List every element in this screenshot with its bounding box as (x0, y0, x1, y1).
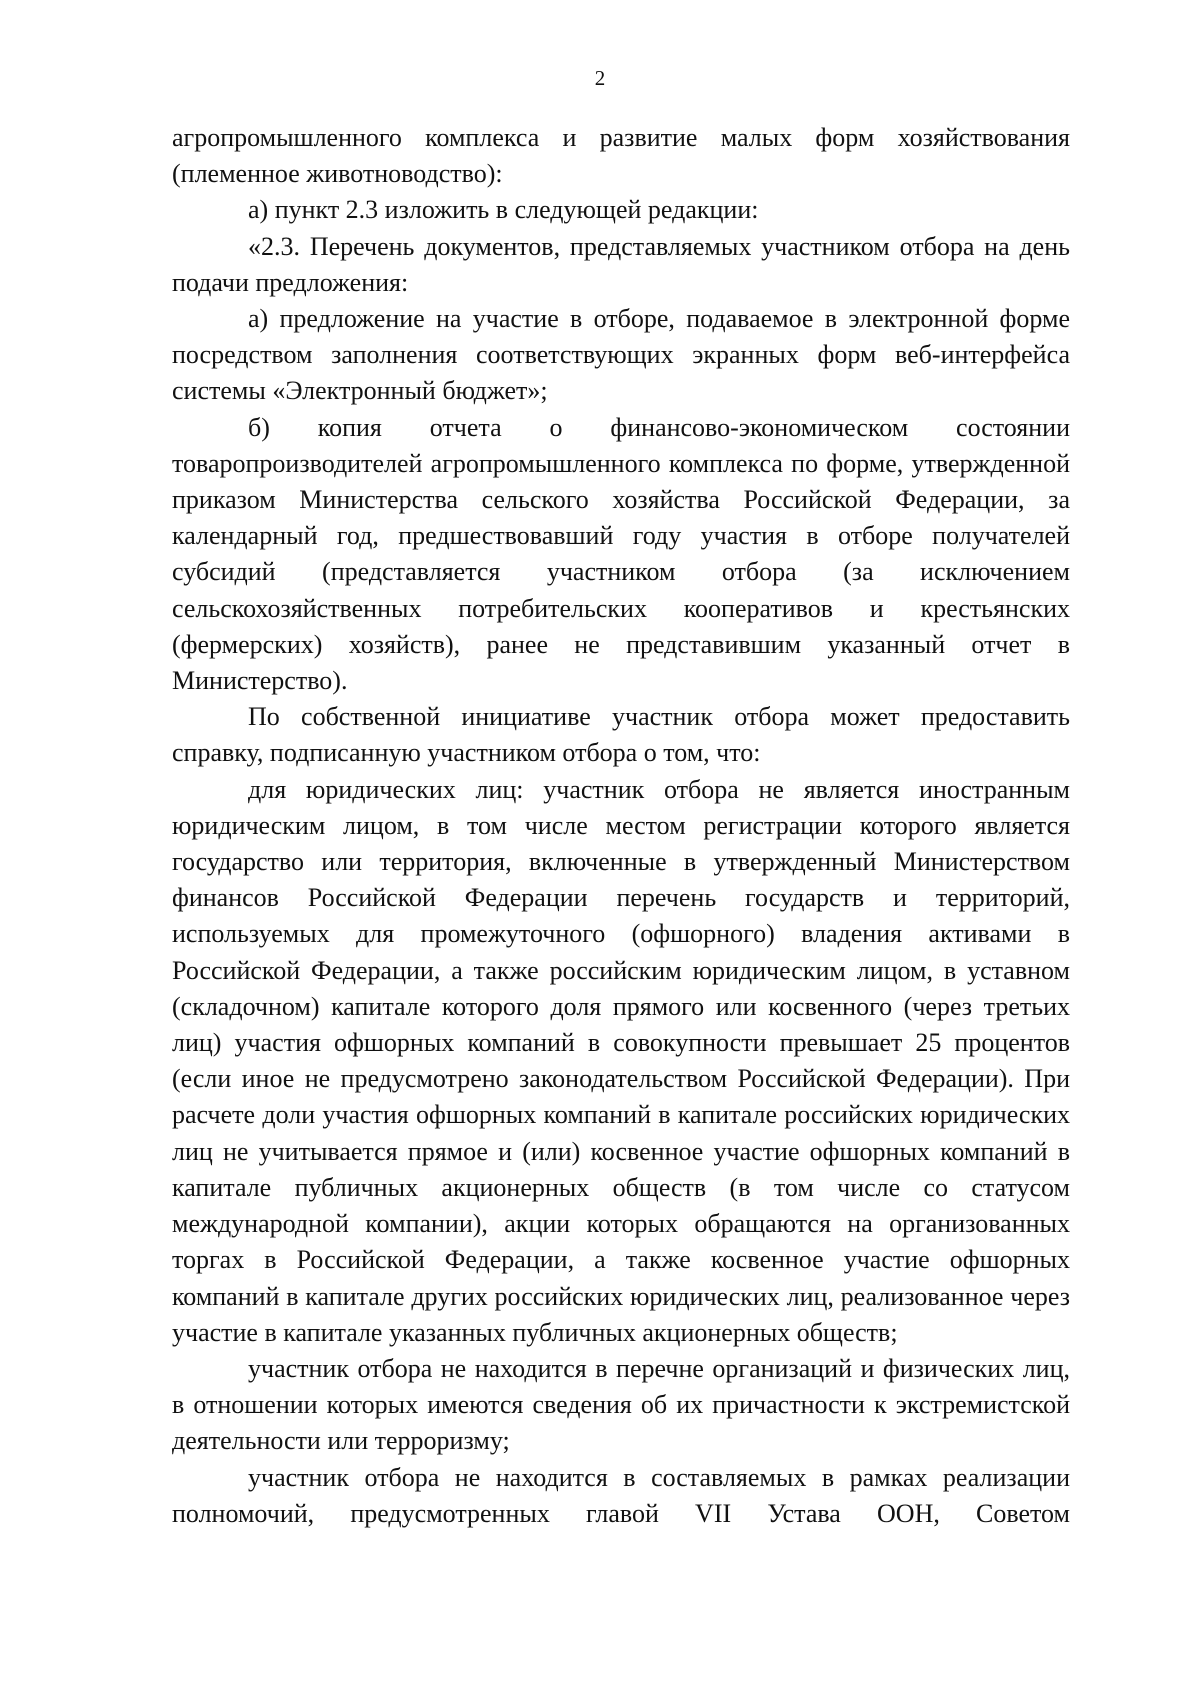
paragraph-item-b: б) копия отчета о финансово-экономическом состоянии товаропроизводителей агропромышленного комплекса по форме, утвержденной приказом Министерства сельского хозяйства Российской Федерации, за календарный год, предшествовавший году участия в отборе получателей субсидий (представляется участником отбора (за исключением сельскохозяйственных потребительских кооперативов и крестьянских (фермерских) хозяйств), ранее не представившим указанный отчет в Министерство). (172, 412, 1070, 696)
paragraph-legal-entities: для юридических лиц: участник отбора не является иностранным юридическим лицом, в том числе местом регистрации которого является государство или территория, включенные в утвержденный Министерством финансов Российской Федерации перечень государств и территорий, используемых для промежуточного (офшорного) владения активами в Российской Федерации, а также российским юридическим лицом, в уставном (складочном) капитале которого доля прямого или косвенного (через третьих лиц) участия офшорных компаний в совокупности превышает 25 процентов (если иное не предусмотрено законодательством Российской Федерации). При расчете доли участия офшорных компаний в капитале российских юридических лиц не учитывается прямое и (или) косвенное участие офшорных компаний в капитале публичных акционерных обществ (в том числе со статусом международной компании), акции которых обращаются на организованных торгах в Российской Федерации, а также косвенное участие офшорных компаний в капитале других российских юридических лиц, реализованное через участие в капитале указанных публичных акционерных обществ; (172, 774, 1070, 1347)
document-body (172, 120, 1070, 1532)
paragraph-un-charter: участник отбора не находится в составляемых в рамках реализации полномочий, предусмотренных главой VII Устава ООН, Советом (172, 1462, 1070, 1528)
paragraph-continuation: агропромышленного комплекса и развитие малых форм хозяйствования (племенное животноводство): (172, 123, 1070, 189)
paragraph-item-a: а) предложение на участие в отборе, подаваемое в электронной форме посредством заполнения соответствующих экранных форм веб-интерфейса системы «Электронный бюджет»; (172, 304, 1070, 406)
page-number: 2 (594, 66, 606, 90)
paragraph-initiative: По собственной инициативе участник отбора может предоставить справку, подписанную участником отбора о том, что: (172, 702, 1070, 768)
paragraph-amendment-intro: а) пункт 2.3 изложить в следующей редакции: (248, 195, 759, 225)
paragraph-extremism: участник отбора не находится в перечне организаций и физических лиц, в отношении которых имеются сведения об их причастности к экстремистской деятельности или терроризму; (172, 1353, 1070, 1456)
paragraph-clause-2-3: «2.3. Перечень документов, представляемых участником отбора на день подачи предложения: (172, 231, 1070, 297)
